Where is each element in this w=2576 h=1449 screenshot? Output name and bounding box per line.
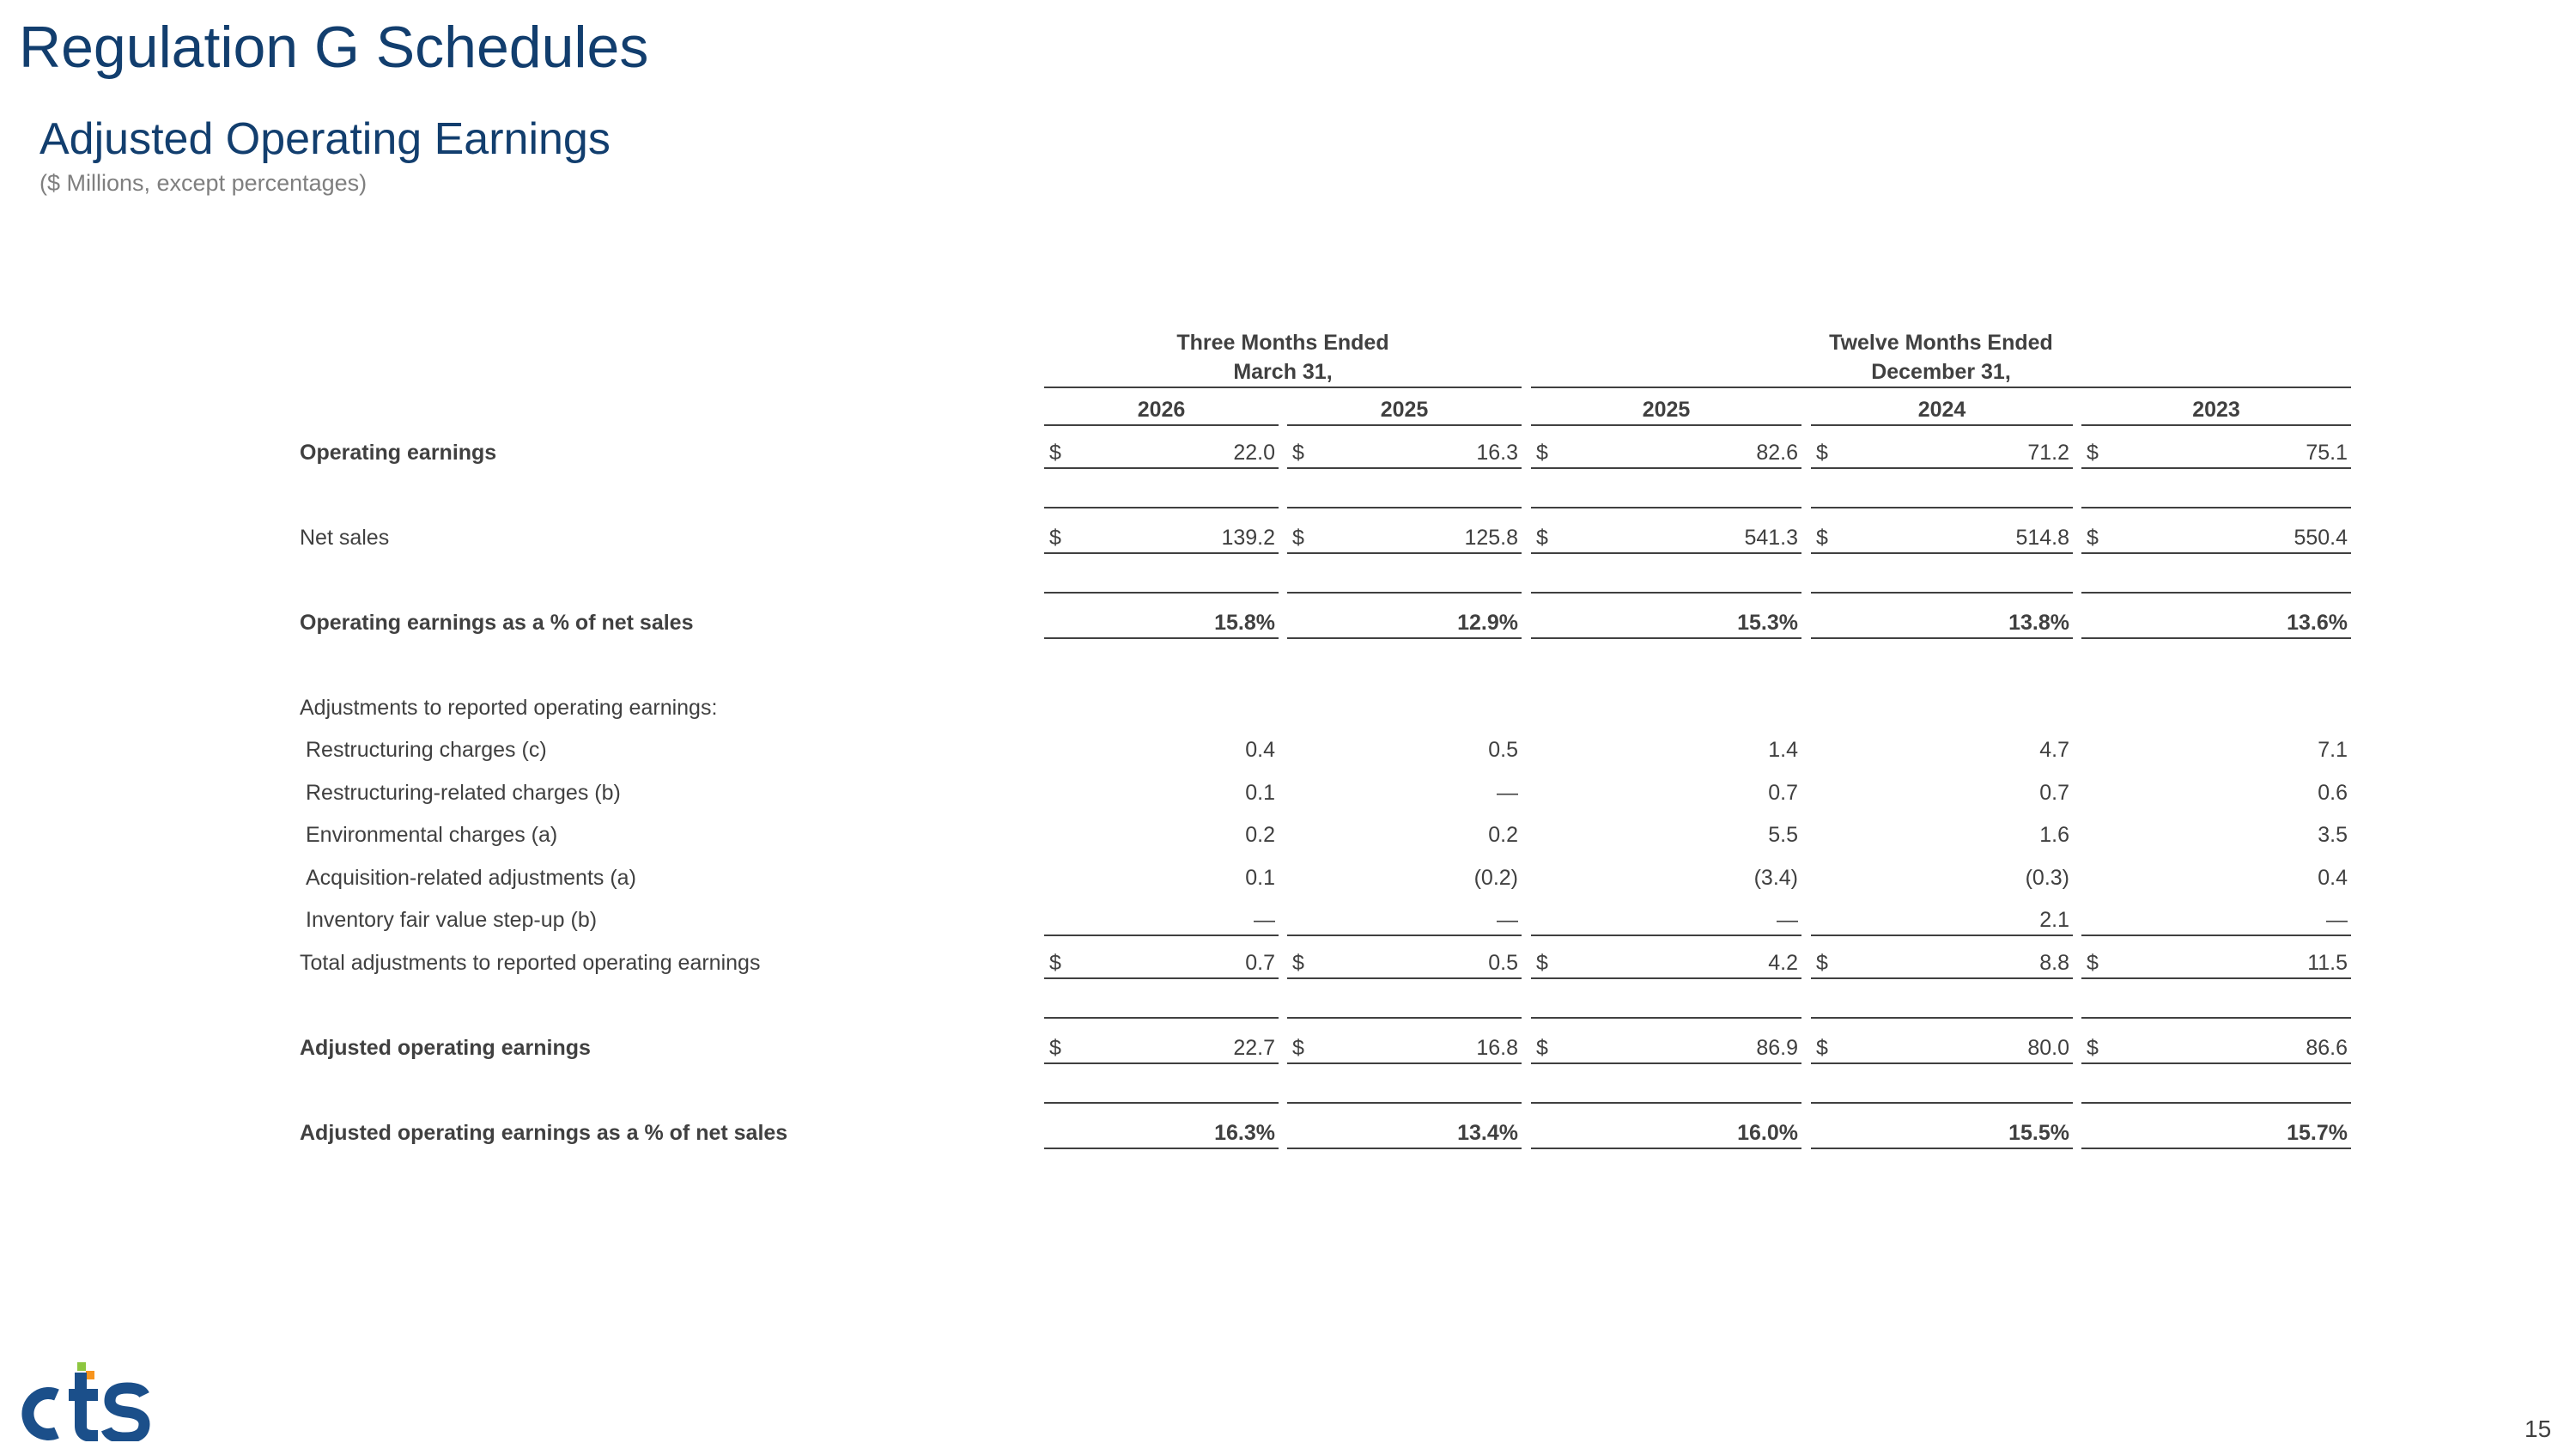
table-cell xyxy=(1044,523,1279,554)
dollar-sign: $ xyxy=(1049,1036,1061,1060)
header-twelve-months xyxy=(1531,328,2351,388)
dollar-sign: $ xyxy=(1816,526,1828,550)
logo-letter-s xyxy=(106,1388,144,1438)
table-cell xyxy=(1044,1033,1279,1064)
cell-value: 15.3% xyxy=(1737,611,1798,635)
table-cell xyxy=(1811,1118,2073,1149)
table-cell xyxy=(1287,863,1522,894)
table-cell xyxy=(1287,820,1522,851)
row-label-operating-earnings: Operating earnings xyxy=(300,441,497,465)
table-cell xyxy=(1811,820,2073,851)
table-cell xyxy=(1044,608,1279,639)
cell-value: 514.8 xyxy=(2015,526,2069,550)
table-cell xyxy=(2081,863,2351,894)
table-cell xyxy=(1531,1118,1801,1149)
cell-value: 15.5% xyxy=(2008,1121,2069,1145)
table-cell xyxy=(1811,948,2073,979)
table-cell xyxy=(1044,778,1279,809)
row-label-environmental: Environmental charges (a) xyxy=(306,823,558,847)
cell-value: 8.8 xyxy=(2039,951,2069,975)
dollar-sign: $ xyxy=(1292,1036,1304,1060)
rule-line xyxy=(1287,1017,1522,1019)
table-cell xyxy=(1531,438,1801,469)
table-cell xyxy=(1044,1118,1279,1149)
table-cell xyxy=(1287,948,1522,979)
cell-value: — xyxy=(1254,908,1275,932)
table-cell xyxy=(1287,1118,1522,1149)
cell-value: 11.5 xyxy=(2307,951,2348,975)
dollar-sign: $ xyxy=(2087,951,2099,975)
rule-line xyxy=(1811,507,2073,508)
table-cell xyxy=(1531,735,1801,766)
cell-value: 22.0 xyxy=(1233,441,1275,465)
table-cell xyxy=(2081,735,2351,766)
slide-title: Regulation G Schedules xyxy=(19,15,649,80)
cell-value: (3.4) xyxy=(1753,866,1798,890)
cell-value: 0.6 xyxy=(2318,781,2348,805)
table-cell xyxy=(1811,863,2073,894)
cell-value: 0.4 xyxy=(1245,738,1275,762)
cell-value: 0.7 xyxy=(1768,781,1798,805)
cell-value: 16.3% xyxy=(1214,1121,1275,1145)
table-cell xyxy=(1044,735,1279,766)
table-cell xyxy=(1287,1033,1522,1064)
table-cell xyxy=(2081,1118,2351,1149)
cell-value: 80.0 xyxy=(2027,1036,2069,1060)
rule-line xyxy=(1287,592,1522,594)
table-cell xyxy=(2081,820,2351,851)
rule-line xyxy=(1531,1017,1801,1019)
dollar-sign: $ xyxy=(1816,951,1828,975)
header-three-months-line1: Three Months Ended xyxy=(1176,331,1389,355)
cell-value: 15.7% xyxy=(2287,1121,2348,1145)
table-cell xyxy=(1811,905,2073,936)
dollar-sign: $ xyxy=(1049,441,1061,465)
table-cell xyxy=(1044,863,1279,894)
dollar-sign: $ xyxy=(1049,951,1061,975)
table-cell xyxy=(1531,523,1801,554)
dollar-sign: $ xyxy=(2087,441,2099,465)
year-header: 2025 xyxy=(1531,395,1801,426)
cell-value: — xyxy=(1497,781,1518,805)
row-label-restructuring-charges: Restructuring charges (c) xyxy=(306,738,547,762)
cell-value: 82.6 xyxy=(1756,441,1798,465)
table-cell xyxy=(1531,608,1801,639)
rule-line xyxy=(1811,592,2073,594)
dollar-sign: $ xyxy=(1536,526,1548,550)
cell-value: 13.6% xyxy=(2287,611,2348,635)
cell-value: 0.1 xyxy=(1245,781,1275,805)
year-header: 2023 xyxy=(2081,395,2351,426)
rule-line xyxy=(1811,1017,2073,1019)
dollar-sign: $ xyxy=(2087,526,2099,550)
table-cell xyxy=(1531,1033,1801,1064)
cell-value: 4.2 xyxy=(1768,951,1798,975)
cell-value: — xyxy=(1777,908,1798,932)
table-cell xyxy=(2081,608,2351,639)
table-cell xyxy=(1811,523,2073,554)
table-cell xyxy=(2081,948,2351,979)
header-twelve-months-line2: December 31, xyxy=(1871,360,2011,384)
cell-value: 0.5 xyxy=(1488,738,1518,762)
table-cell xyxy=(1531,948,1801,979)
table-cell xyxy=(1811,438,2073,469)
dollar-sign: $ xyxy=(1536,1036,1548,1060)
cell-value: — xyxy=(1497,908,1518,932)
table-cell xyxy=(2081,778,2351,809)
cell-value: 125.8 xyxy=(1464,526,1518,550)
row-label-adjusted-operating-margin: Adjusted operating earnings as a % of net sales xyxy=(300,1121,788,1145)
logo-letter-c xyxy=(27,1393,57,1434)
row-label-adjustments-heading: Adjustments to reported operating earnings: xyxy=(300,696,718,720)
header-three-months xyxy=(1044,328,1522,388)
cell-value: 550.4 xyxy=(2293,526,2348,550)
cell-value: 71.2 xyxy=(2027,441,2069,465)
cell-value: 0.7 xyxy=(1245,951,1275,975)
cell-value: — xyxy=(2326,908,2348,932)
dollar-sign: $ xyxy=(1292,441,1304,465)
rule-line xyxy=(2081,592,2351,594)
cell-value: 541.3 xyxy=(1744,526,1798,550)
dollar-sign: $ xyxy=(1816,1036,1828,1060)
cell-value: 12.9% xyxy=(1457,611,1518,635)
cell-value: 13.4% xyxy=(1457,1121,1518,1145)
cell-value: 13.8% xyxy=(2008,611,2069,635)
cell-value: 4.7 xyxy=(2039,738,2069,762)
rule-line xyxy=(1287,1102,1522,1104)
table-cell xyxy=(1811,778,2073,809)
cell-value: 7.1 xyxy=(2318,738,2348,762)
logo-green-square xyxy=(77,1362,86,1371)
dollar-sign: $ xyxy=(1049,526,1061,550)
table-cell xyxy=(1287,735,1522,766)
dollar-sign: $ xyxy=(2087,1036,2099,1060)
rule-line xyxy=(1044,592,1279,594)
cell-value: 75.1 xyxy=(2306,441,2348,465)
table-cell xyxy=(1044,905,1279,936)
rule-line xyxy=(1044,1017,1279,1019)
year-header: 2024 xyxy=(1811,395,2073,426)
cell-value: 3.5 xyxy=(2318,823,2348,847)
table-cell xyxy=(1531,863,1801,894)
rule-line xyxy=(1531,592,1801,594)
rule-line xyxy=(2081,1102,2351,1104)
rule-line xyxy=(1044,1102,1279,1104)
header-twelve-months-line1: Twelve Months Ended xyxy=(1829,331,2053,355)
table-cell xyxy=(1044,948,1279,979)
cell-value: (0.2) xyxy=(1473,866,1518,890)
logo-letter-t xyxy=(69,1373,98,1436)
table-cell xyxy=(1287,608,1522,639)
table-cell xyxy=(1531,778,1801,809)
row-label-operating-margin: Operating earnings as a % of net sales xyxy=(300,611,694,635)
rule-line xyxy=(1287,507,1522,508)
cts-logo xyxy=(15,1362,153,1441)
table-cell xyxy=(1811,735,2073,766)
cell-value: 1.4 xyxy=(1768,738,1798,762)
table-cell xyxy=(1044,438,1279,469)
table-cell xyxy=(1287,438,1522,469)
dollar-sign: $ xyxy=(1536,951,1548,975)
row-label-total-adjustments: Total adjustments to reported operating earnings xyxy=(300,951,761,975)
cell-value: 0.2 xyxy=(1488,823,1518,847)
units-subtitle: ($ Millions, except percentages) xyxy=(39,170,368,196)
logo-orange-square xyxy=(86,1371,94,1379)
page-number: 15 xyxy=(2524,1416,2552,1442)
cell-value: 16.8 xyxy=(1476,1036,1518,1060)
table-cell xyxy=(1531,820,1801,851)
dollar-sign: $ xyxy=(1292,951,1304,975)
table-cell xyxy=(1287,523,1522,554)
cell-value: 16.0% xyxy=(1737,1121,1798,1145)
table-cell xyxy=(1287,905,1522,936)
year-header: 2026 xyxy=(1044,395,1279,426)
cell-value: 16.3 xyxy=(1476,441,1518,465)
cell-value: 0.5 xyxy=(1488,951,1518,975)
cell-value: 15.8% xyxy=(1214,611,1275,635)
rule-line xyxy=(2081,507,2351,508)
dollar-sign: $ xyxy=(1816,441,1828,465)
rule-line xyxy=(1531,507,1801,508)
table-cell xyxy=(1811,608,2073,639)
year-header: 2025 xyxy=(1287,395,1522,426)
dollar-sign: $ xyxy=(1536,441,1548,465)
table-cell xyxy=(2081,438,2351,469)
cell-value: 0.1 xyxy=(1245,866,1275,890)
cell-value: 0.7 xyxy=(2039,781,2069,805)
rule-line xyxy=(1811,1102,2073,1104)
row-label-acquisition-related: Acquisition-related adjustments (a) xyxy=(306,866,636,890)
cell-value: 2.1 xyxy=(2039,908,2069,932)
row-label-restructuring-related: Restructuring-related charges (b) xyxy=(306,781,621,805)
table-cell xyxy=(2081,1033,2351,1064)
dollar-sign: $ xyxy=(1292,526,1304,550)
cell-value: 86.9 xyxy=(1756,1036,1798,1060)
table-cell xyxy=(1287,778,1522,809)
cell-value: 139.2 xyxy=(1221,526,1275,550)
cell-value: 86.6 xyxy=(2306,1036,2348,1060)
rule-line xyxy=(1044,507,1279,508)
row-label-inventory-step-up: Inventory fair value step-up (b) xyxy=(306,908,598,932)
cell-value: 0.4 xyxy=(2318,866,2348,890)
table-cell xyxy=(2081,905,2351,936)
table-cell xyxy=(1044,820,1279,851)
cell-value: 22.7 xyxy=(1233,1036,1275,1060)
rule-line xyxy=(2081,1017,2351,1019)
row-label-net-sales: Net sales xyxy=(300,526,390,550)
section-title: Adjusted Operating Earnings xyxy=(39,114,611,164)
cell-value: 1.6 xyxy=(2039,823,2069,847)
rule-line xyxy=(1531,1102,1801,1104)
cell-value: 5.5 xyxy=(1768,823,1798,847)
table-cell xyxy=(1531,905,1801,936)
cell-value: 0.2 xyxy=(1245,823,1275,847)
cell-value: (0.3) xyxy=(2025,866,2069,890)
row-label-adjusted-operating-earnings: Adjusted operating earnings xyxy=(300,1036,591,1060)
table-cell xyxy=(2081,523,2351,554)
table-cell xyxy=(1811,1033,2073,1064)
header-three-months-line2: March 31, xyxy=(1233,360,1333,384)
